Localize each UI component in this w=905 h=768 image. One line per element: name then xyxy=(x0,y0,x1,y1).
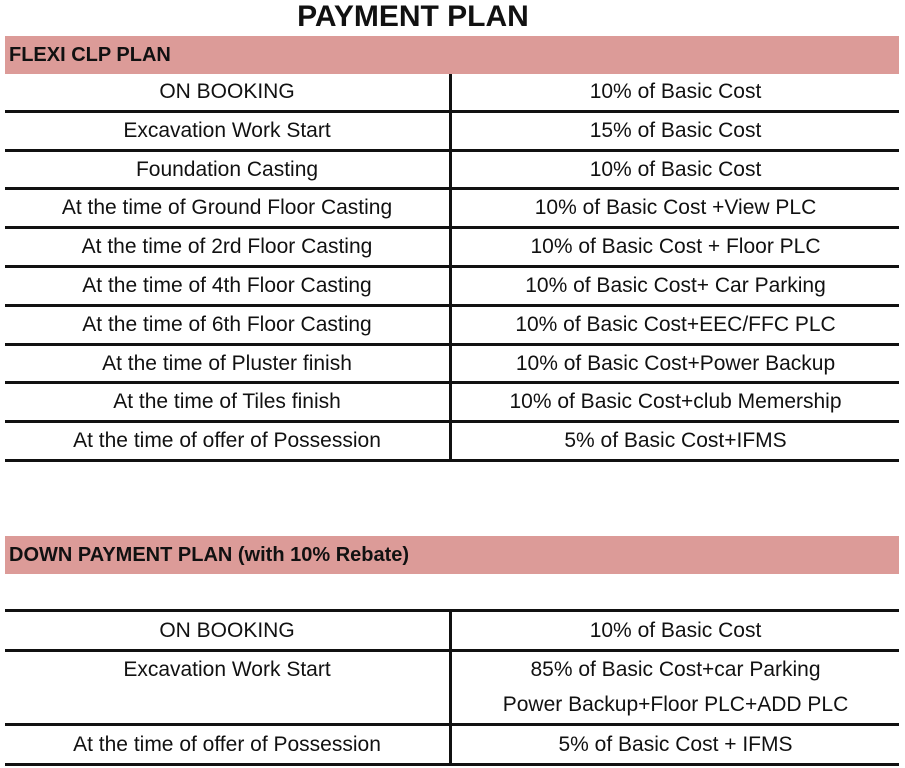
amount-cell: 10% of Basic Cost+ Car Parking xyxy=(525,273,826,297)
amount-cell: 5% of Basic Cost + IFMS xyxy=(558,733,793,756)
stage-cell: At the time of 6th Floor Casting xyxy=(5,307,452,343)
table-row xyxy=(5,190,899,229)
table-row xyxy=(5,612,899,652)
table-row xyxy=(5,268,899,307)
table-row xyxy=(5,229,899,268)
amount-line-1: 85% of Basic Cost+car Parking xyxy=(530,658,821,681)
amount-cell: 10% of Basic Cost +View PLC xyxy=(534,196,817,220)
table-row xyxy=(5,74,899,113)
down-payment-plan-table xyxy=(5,612,899,766)
flexi-plan-heading: FLEXI CLP PLAN xyxy=(5,36,899,74)
amount-line-2: Power Backup+Floor PLC+ADD PLC xyxy=(502,693,849,716)
amount-cell: 10% of Basic Cost+EEC/FFC PLC xyxy=(515,312,836,336)
amount-cell: 15% of Basic Cost xyxy=(589,118,762,142)
amount-cell: 10% of Basic Cost + Floor PLC xyxy=(530,235,821,259)
stage-cell: Excavation Work Start xyxy=(5,113,452,149)
amount-cell: 10% of Basic Cost xyxy=(589,80,762,103)
stage-cell: Excavation Work Start xyxy=(5,652,452,723)
page-title: PAYMENT PLAN xyxy=(297,0,529,33)
table-row xyxy=(5,423,899,462)
amount-cell: 10% of Basic Cost xyxy=(589,619,762,642)
table-row xyxy=(5,307,899,346)
stage-cell: At the time of Pluster finish xyxy=(5,346,452,382)
flexi-plan-table xyxy=(5,74,899,462)
table-row xyxy=(5,652,899,726)
amount-cell: 10% of Basic Cost+Power Backup xyxy=(515,351,836,375)
table-row xyxy=(5,152,899,191)
amount-cell xyxy=(452,652,899,723)
stage-cell: ON BOOKING xyxy=(5,612,452,649)
table-row xyxy=(5,113,899,152)
amount-cell: 5% of Basic Cost+IFMS xyxy=(564,429,787,453)
table-row xyxy=(5,346,899,385)
table-row xyxy=(5,726,899,766)
stage-cell: At the time of 4th Floor Casting xyxy=(5,268,452,304)
table-row xyxy=(5,384,899,423)
stage-cell: At the time of 2rd Floor Casting xyxy=(5,229,452,265)
stage-cell: ON BOOKING xyxy=(5,74,452,110)
stage-cell: At the time of offer of Possession xyxy=(5,726,452,763)
stage-cell: At the time of offer of Possession xyxy=(5,423,452,459)
down-payment-plan-heading: DOWN PAYMENT PLAN (with 10% Rebate) xyxy=(5,536,899,574)
stage-cell: At the time of Tiles finish xyxy=(5,384,452,420)
stage-cell: At the time of Ground Floor Casting xyxy=(5,190,452,226)
amount-cell: 10% of Basic Cost+club Memership xyxy=(509,390,842,414)
stage-cell: Foundation Casting xyxy=(5,152,452,188)
amount-cell: 10% of Basic Cost xyxy=(589,157,762,181)
